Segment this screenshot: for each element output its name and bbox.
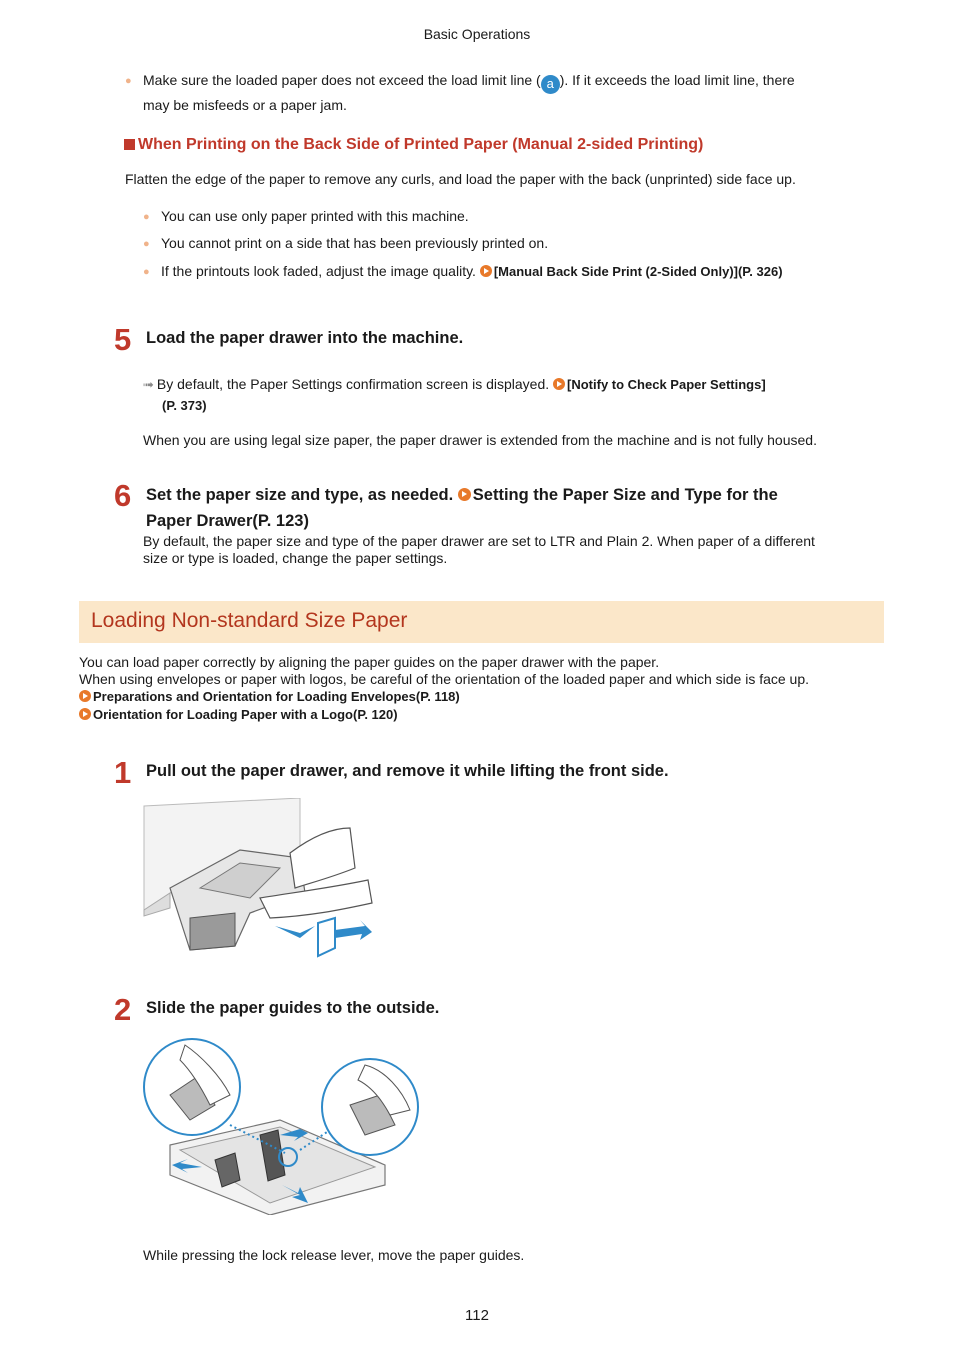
drawer-removal-illustration	[140, 798, 380, 963]
figure-caption: While pressing the lock release lever, move the paper guides.	[143, 1247, 525, 1263]
running-header: Basic Operations	[423, 26, 531, 42]
load-limit-note-line2: may be misfeeds or a paper jam.	[143, 97, 347, 113]
manual-duplex-heading: When Printing on the Back Side of Printed Paper (Manual 2-sided Printing)	[124, 135, 703, 155]
bullet-item: If the printouts look faded, adjust the image quality. [Manual Back Side Print (2-Sided Only)](P. 326)	[161, 263, 783, 279]
step-note: When you are using legal size paper, the paper drawer is extended from the machine and is not fully housed.	[143, 432, 817, 448]
section-para: When using envelopes or paper with logos, be careful of the orientation of the loaded paper and which side is face up.	[79, 671, 810, 687]
step-desc-line2: size or type is loaded, change the paper settings.	[143, 550, 448, 566]
label-a-badge: a	[541, 75, 560, 94]
link-arrow-icon	[458, 488, 471, 501]
link-arrow-icon	[79, 708, 91, 720]
bullet-dot-icon: ●	[143, 266, 150, 278]
section-para: You can load paper correctly by aligning the paper guides on the paper drawer with the paper.	[79, 654, 660, 670]
step-title: Slide the paper guides to the outside.	[146, 999, 440, 1017]
step-title: Pull out the paper drawer, and remove it while lifting the front side.	[146, 762, 669, 780]
link-arrow-icon	[553, 378, 565, 390]
step-number: 6	[114, 478, 132, 513]
link-arrow-icon	[79, 690, 91, 702]
step-number: 2	[114, 992, 132, 1027]
heading-square-icon	[124, 139, 135, 150]
step-title: Set the paper size and type, as needed. Setting the Paper Size and Type for the	[146, 486, 778, 504]
logo-link-row	[79, 706, 398, 723]
result-arrow-icon: ➟	[143, 377, 154, 392]
notify-check-paper-link[interactable]: [Notify to Check Paper Settings]	[567, 377, 766, 392]
logo-orientation-link[interactable]: Orientation for Loading Paper with a Logo(P. 120)	[93, 707, 398, 722]
envelope-link-row	[79, 688, 460, 705]
step-desc: By default, the paper size and type of the paper drawer are set to LTR and Plain 2. When paper of a different	[143, 533, 815, 549]
manual-duplex-intro: Flatten the edge of the paper to remove any curls, and load the paper with the back (unprinted) side face up.	[125, 171, 796, 187]
notify-check-paper-link-page[interactable]: (P. 373)	[162, 398, 207, 413]
link-arrow-icon	[480, 265, 492, 277]
manual-back-side-print-link[interactable]: [Manual Back Side Print (2-Sided Only)](P. 326)	[493, 264, 783, 279]
paper-guides-illustration	[140, 1035, 425, 1215]
step-number: 5	[114, 322, 132, 357]
step-title: Load the paper drawer into the machine.	[146, 329, 464, 347]
step-number: 1	[114, 755, 132, 790]
envelopes-orientation-link[interactable]: Preparations and Orientation for Loading Envelopes(P. 118)	[93, 689, 460, 704]
bullet-dot-icon: ●	[143, 211, 150, 223]
bullet-dot-icon: ●	[125, 75, 132, 87]
paper-size-type-link-line2[interactable]: Paper Drawer(P. 123)	[146, 512, 309, 530]
load-limit-note: Make sure the loaded paper does not exceed the load limit line ( a ). If it exceeds the load limit line, there	[143, 70, 795, 94]
bullet-item: You can use only paper printed with this machine.	[161, 208, 469, 224]
bullet-dot-icon: ●	[143, 238, 150, 250]
step-result: ➟ By default, the Paper Settings confirmation screen is displayed. [Notify to Check Paper Settings]	[143, 376, 766, 392]
page-number: 112	[465, 1307, 489, 1324]
paper-size-type-link[interactable]: Setting the Paper Size and Type for the	[472, 486, 778, 504]
section-title: Loading Non-standard Size Paper	[91, 609, 408, 632]
bullet-item: You cannot print on a side that has been previously printed on.	[161, 235, 549, 251]
